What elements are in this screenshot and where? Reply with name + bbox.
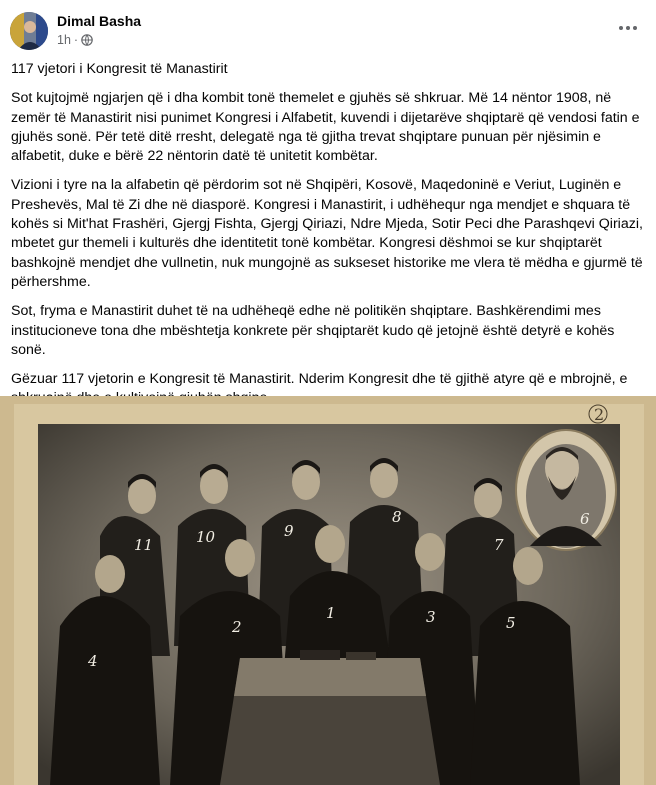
meta-separator: · (73, 33, 79, 47)
photo-figure-number: 7 (494, 536, 504, 554)
author-name[interactable]: Dimal Basha (57, 13, 142, 29)
post-photo[interactable] (0, 396, 656, 785)
photo-figure-number: 11 (134, 536, 154, 554)
more-options-icon[interactable] (614, 18, 642, 38)
post-paragraph: Sot, fryma e Manastirit duhet të na udhëheqë edhe në politikën shqiptare. Bashkërendimi mes institucioneve tona dhe mbështetja konkrete për shqiptarët kudo që jetojnë është detyrë e kohës sonë. (11, 303, 615, 358)
photo-figure-number: 8 (392, 508, 402, 526)
photo-figure-number: 1 (326, 604, 336, 622)
post-title: 117 vjetori i Kongresit të Manastirit (11, 61, 228, 77)
post-paragraph: Gëzuar 117 vjetorin e Kongresit të Manastirit. Nderim Kongresit dhe të gjithë atyre që e mbrojnë, e (11, 371, 628, 388)
photo-figure-number: 3 (426, 608, 436, 626)
photo-figure-number: 10 (196, 528, 216, 546)
photo-corner-number: 2 (594, 405, 605, 424)
post-text (11, 60, 643, 419)
photo-figure-number: 4 (88, 652, 98, 670)
photo-figure-number: 6 (580, 510, 590, 528)
author-avatar[interactable] (10, 12, 48, 50)
photo-figure-number: 9 (284, 522, 294, 540)
photo-figure-number: 2 (232, 618, 242, 636)
post-header (0, 0, 656, 56)
post-meta (57, 33, 93, 47)
post-paragraph: Vizioni i tyre na la alfabetin që përdorim sot në Shqipëri, Kosovë, Maqedoninë e Veriut, Luginën e Preshevës, Mal të Zi dhe në diasporë. Kongresi i Manastirit, i udhëhequr nga mendjet e shquara të kohës si Mit'hat Frashëri, Gjergj Fishta, Gjergj Qiriazi, Ndre Mjeda, Sotir Peci dhe Parashqevi Qiriazi, mbetet gur themeli i kulturës dhe identitetit tonë kombëtar. Kongresi dëshmoi se kur shqiptarët bashkojnë mendjet dhe vullnetin, nuk mungojnë as sukseset historike me vlera të mëdha e gjurmë të përhershme. (11, 177, 643, 290)
post-paragraph: Sot kujtojmë ngjarjen që i dha kombit tonë themelet e gjuhës së shkruar. Më 14 nëntor 1908, në zemër të Manastirit nisi punimet Kongresi i Alfabetit, kuvendi i dijetarëve shqiptarë që vendosi fatin e gjuhës sonë. Për tetë ditë rresht, delegatë nga të gjitha trevat shqiptare punuan për njësimin e alfabetit, duke e bërë 22 nëntorin datë të unitetit kombëtar. (11, 90, 640, 165)
post-timestamp[interactable]: 1h (57, 33, 71, 47)
globe-icon[interactable] (81, 34, 93, 46)
photo-figure-number: 5 (506, 614, 516, 632)
